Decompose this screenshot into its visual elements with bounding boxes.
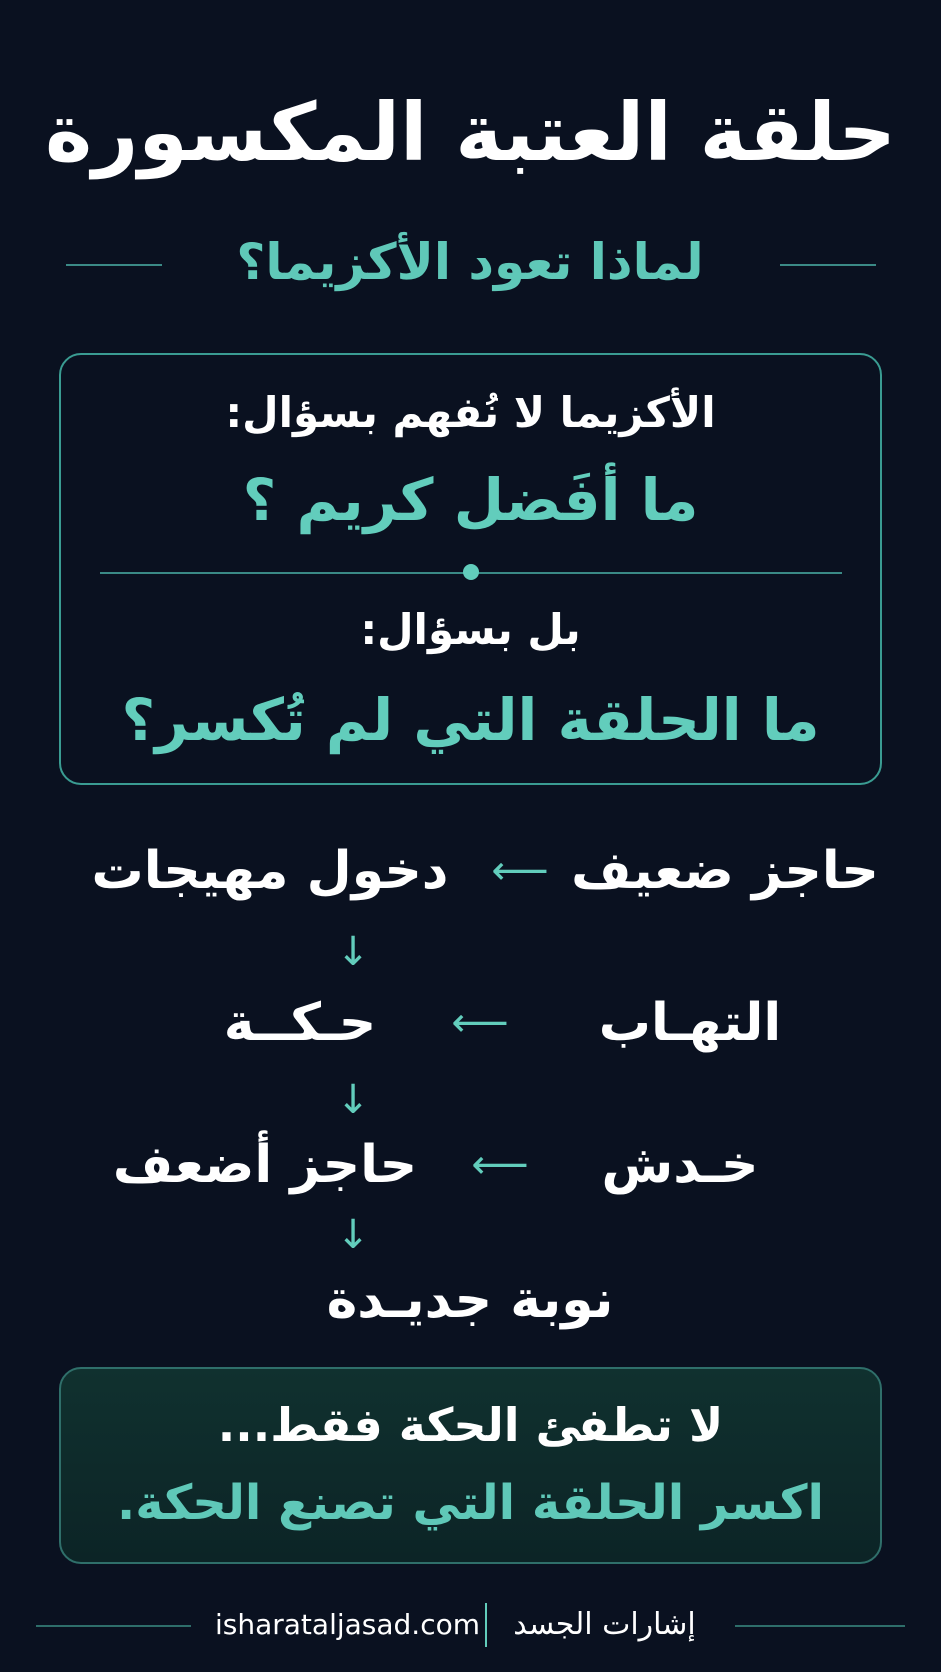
- cta-line-2: اكسر الحلقة التي تصنع الحكة.: [117, 1475, 824, 1531]
- footer-brand: إشارات الجسد: [513, 1607, 696, 1642]
- footer-line-left: [36, 1625, 191, 1627]
- flow-weak-barrier: حاجز ضعيف: [571, 841, 879, 901]
- question-intro-1: الأكزيما لا نُفهم بسؤال:: [225, 388, 716, 437]
- arrow-down-icon: ↓: [336, 929, 370, 975]
- subtitle-line-right: [780, 264, 876, 266]
- flow-scratch: خـدش: [601, 1135, 759, 1195]
- arrow-down-icon: ↓: [336, 1077, 370, 1123]
- question-2: ما الحلقة التي لم تُكسر؟: [121, 686, 820, 754]
- footer-line-right: [735, 1625, 905, 1627]
- page-subtitle: لماذا تعود الأكزيما؟: [236, 233, 704, 291]
- arrow-down-icon: ↓: [336, 1212, 370, 1258]
- footer-separator: [485, 1603, 487, 1647]
- flow-weaker-barrier: حاجز أضعف: [112, 1135, 418, 1195]
- arrow-left-icon: ⟵: [451, 1000, 509, 1046]
- question-intro-2: بل بسؤال:: [360, 605, 581, 654]
- flow-new-flare: نوبة جديـدة: [326, 1270, 614, 1330]
- flow-triggers: دخول مهيجات: [91, 841, 449, 901]
- arrow-left-icon: ⟵: [471, 1142, 529, 1188]
- question-1: ما أفَضل كريم ؟: [242, 466, 699, 534]
- subtitle-line-left: [66, 264, 162, 266]
- flow-itch: حـكــة: [223, 993, 377, 1053]
- flow-inflammation: التهـاب: [598, 993, 782, 1053]
- page-title: حلقة العتبة المكسورة: [44, 86, 896, 179]
- cta-line-1: لا تطفئ الحكة فقط...: [217, 1398, 724, 1452]
- divider-dot: [463, 564, 479, 580]
- arrow-left-icon: ⟵: [491, 848, 549, 894]
- footer-site-link[interactable]: isharataljasad.com: [214, 1608, 480, 1641]
